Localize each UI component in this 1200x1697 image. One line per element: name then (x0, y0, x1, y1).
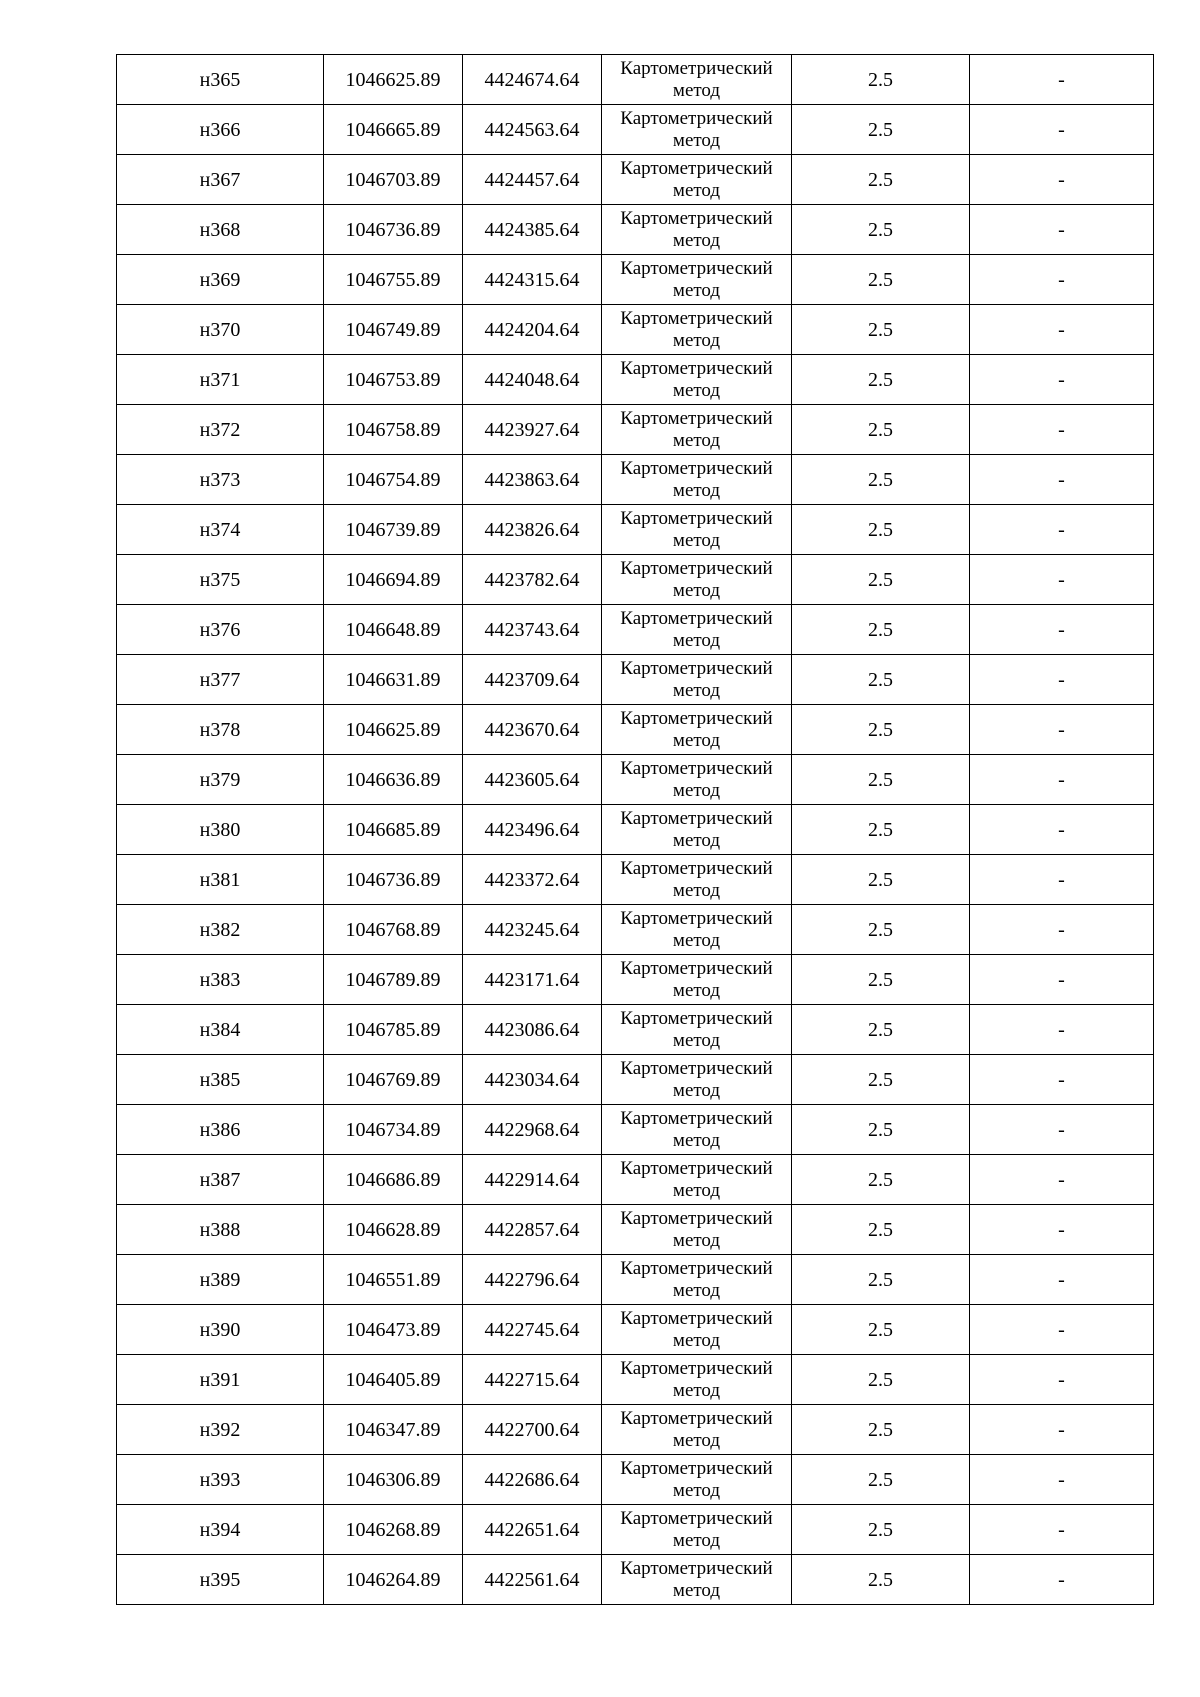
accuracy-cell: 2.5 (792, 355, 970, 405)
point-name-cell: н372 (117, 405, 324, 455)
table-row (117, 1055, 1154, 1105)
accuracy-cell: 2.5 (792, 155, 970, 205)
method-cell: Картометрический метод (602, 305, 792, 355)
accuracy-cell: 2.5 (792, 905, 970, 955)
note-cell: - (970, 1005, 1154, 1055)
coordinates-table-body (117, 55, 1154, 1605)
y-coordinate-cell: 4423605.64 (463, 755, 602, 805)
accuracy-cell: 2.5 (792, 1155, 970, 1205)
y-coordinate-cell: 4422686.64 (463, 1455, 602, 1505)
x-coordinate-cell: 1046264.89 (324, 1555, 463, 1605)
x-coordinate-cell: 1046789.89 (324, 955, 463, 1005)
point-name-cell: н376 (117, 605, 324, 655)
method-cell: Картометрический метод (602, 1455, 792, 1505)
x-coordinate-cell: 1046473.89 (324, 1305, 463, 1355)
point-name-cell: н385 (117, 1055, 324, 1105)
y-coordinate-cell: 4423863.64 (463, 455, 602, 505)
table-row (117, 1355, 1154, 1405)
table-row (117, 255, 1154, 305)
table-row (117, 555, 1154, 605)
method-cell: Картометрический метод (602, 1355, 792, 1405)
point-name-cell: н392 (117, 1405, 324, 1455)
x-coordinate-cell: 1046736.89 (324, 205, 463, 255)
method-cell: Картометрический метод (602, 55, 792, 105)
x-coordinate-cell: 1046268.89 (324, 1505, 463, 1555)
x-coordinate-cell: 1046758.89 (324, 405, 463, 455)
method-cell: Картометрический метод (602, 1055, 792, 1105)
y-coordinate-cell: 4423171.64 (463, 955, 602, 1005)
y-coordinate-cell: 4423826.64 (463, 505, 602, 555)
method-cell: Картометрический метод (602, 1155, 792, 1205)
table-row (117, 855, 1154, 905)
table-row (117, 905, 1154, 955)
point-name-cell: н381 (117, 855, 324, 905)
y-coordinate-cell: 4422914.64 (463, 1155, 602, 1205)
table-row (117, 1455, 1154, 1505)
x-coordinate-cell: 1046739.89 (324, 505, 463, 555)
y-coordinate-cell: 4422715.64 (463, 1355, 602, 1405)
point-name-cell: н373 (117, 455, 324, 505)
table-row (117, 1305, 1154, 1355)
method-cell: Картометрический метод (602, 455, 792, 505)
x-coordinate-cell: 1046405.89 (324, 1355, 463, 1405)
table-row (117, 1105, 1154, 1155)
table-row (117, 205, 1154, 255)
method-cell: Картометрический метод (602, 355, 792, 405)
accuracy-cell: 2.5 (792, 705, 970, 755)
note-cell: - (970, 555, 1154, 605)
x-coordinate-cell: 1046347.89 (324, 1405, 463, 1455)
x-coordinate-cell: 1046648.89 (324, 605, 463, 655)
note-cell: - (970, 505, 1154, 555)
table-row (117, 605, 1154, 655)
point-name-cell: н377 (117, 655, 324, 705)
point-name-cell: н390 (117, 1305, 324, 1355)
point-name-cell: н382 (117, 905, 324, 955)
accuracy-cell: 2.5 (792, 555, 970, 605)
table-row (117, 1005, 1154, 1055)
note-cell: - (970, 1505, 1154, 1555)
note-cell: - (970, 55, 1154, 105)
method-cell: Картометрический метод (602, 655, 792, 705)
x-coordinate-cell: 1046769.89 (324, 1055, 463, 1105)
table-row (117, 955, 1154, 1005)
note-cell: - (970, 105, 1154, 155)
method-cell: Картометрический метод (602, 755, 792, 805)
y-coordinate-cell: 4422700.64 (463, 1405, 602, 1455)
y-coordinate-cell: 4424457.64 (463, 155, 602, 205)
x-coordinate-cell: 1046753.89 (324, 355, 463, 405)
y-coordinate-cell: 4424204.64 (463, 305, 602, 355)
note-cell: - (970, 255, 1154, 305)
method-cell: Картометрический метод (602, 605, 792, 655)
y-coordinate-cell: 4423086.64 (463, 1005, 602, 1055)
method-cell: Картометрический метод (602, 205, 792, 255)
accuracy-cell: 2.5 (792, 255, 970, 305)
note-cell: - (970, 305, 1154, 355)
accuracy-cell: 2.5 (792, 455, 970, 505)
point-name-cell: н391 (117, 1355, 324, 1405)
y-coordinate-cell: 4423670.64 (463, 705, 602, 755)
accuracy-cell: 2.5 (792, 955, 970, 1005)
point-name-cell: н371 (117, 355, 324, 405)
y-coordinate-cell: 4422745.64 (463, 1305, 602, 1355)
note-cell: - (970, 755, 1154, 805)
accuracy-cell: 2.5 (792, 1405, 970, 1455)
note-cell: - (970, 1155, 1154, 1205)
note-cell: - (970, 1255, 1154, 1305)
method-cell: Картометрический метод (602, 905, 792, 955)
y-coordinate-cell: 4424048.64 (463, 355, 602, 405)
x-coordinate-cell: 1046551.89 (324, 1255, 463, 1305)
point-name-cell: н374 (117, 505, 324, 555)
note-cell: - (970, 405, 1154, 455)
note-cell: - (970, 905, 1154, 955)
point-name-cell: н380 (117, 805, 324, 855)
method-cell: Картометрический метод (602, 1305, 792, 1355)
accuracy-cell: 2.5 (792, 855, 970, 905)
note-cell: - (970, 1405, 1154, 1455)
note-cell: - (970, 155, 1154, 205)
table-row (117, 805, 1154, 855)
accuracy-cell: 2.5 (792, 1055, 970, 1105)
x-coordinate-cell: 1046665.89 (324, 105, 463, 155)
accuracy-cell: 2.5 (792, 605, 970, 655)
accuracy-cell: 2.5 (792, 1005, 970, 1055)
method-cell: Картометрический метод (602, 1505, 792, 1555)
method-cell: Картометрический метод (602, 405, 792, 455)
note-cell: - (970, 1455, 1154, 1505)
accuracy-cell: 2.5 (792, 755, 970, 805)
note-cell: - (970, 1305, 1154, 1355)
method-cell: Картометрический метод (602, 1555, 792, 1605)
coordinates-table (116, 54, 1154, 1605)
accuracy-cell: 2.5 (792, 1205, 970, 1255)
note-cell: - (970, 1205, 1154, 1255)
y-coordinate-cell: 4423372.64 (463, 855, 602, 905)
point-name-cell: н375 (117, 555, 324, 605)
method-cell: Картометрический метод (602, 1105, 792, 1155)
point-name-cell: н394 (117, 1505, 324, 1555)
table-row (117, 105, 1154, 155)
x-coordinate-cell: 1046636.89 (324, 755, 463, 805)
accuracy-cell: 2.5 (792, 405, 970, 455)
method-cell: Картометрический метод (602, 105, 792, 155)
x-coordinate-cell: 1046628.89 (324, 1205, 463, 1255)
x-coordinate-cell: 1046625.89 (324, 55, 463, 105)
method-cell: Картометрический метод (602, 255, 792, 305)
point-name-cell: н393 (117, 1455, 324, 1505)
method-cell: Картометрический метод (602, 1005, 792, 1055)
point-name-cell: н379 (117, 755, 324, 805)
note-cell: - (970, 355, 1154, 405)
y-coordinate-cell: 4423709.64 (463, 655, 602, 705)
point-name-cell: н395 (117, 1555, 324, 1605)
accuracy-cell: 2.5 (792, 1105, 970, 1155)
accuracy-cell: 2.5 (792, 1355, 970, 1405)
x-coordinate-cell: 1046694.89 (324, 555, 463, 605)
table-row (117, 755, 1154, 805)
point-name-cell: н387 (117, 1155, 324, 1205)
table-row (117, 405, 1154, 455)
point-name-cell: н370 (117, 305, 324, 355)
method-cell: Картометрический метод (602, 1205, 792, 1255)
method-cell: Картометрический метод (602, 1255, 792, 1305)
note-cell: - (970, 1355, 1154, 1405)
x-coordinate-cell: 1046768.89 (324, 905, 463, 955)
y-coordinate-cell: 4423782.64 (463, 555, 602, 605)
table-row (117, 655, 1154, 705)
y-coordinate-cell: 4423927.64 (463, 405, 602, 455)
method-cell: Картометрический метод (602, 705, 792, 755)
y-coordinate-cell: 4422857.64 (463, 1205, 602, 1255)
table-row (117, 155, 1154, 205)
y-coordinate-cell: 4423743.64 (463, 605, 602, 655)
accuracy-cell: 2.5 (792, 55, 970, 105)
note-cell: - (970, 1555, 1154, 1605)
x-coordinate-cell: 1046306.89 (324, 1455, 463, 1505)
note-cell: - (970, 705, 1154, 755)
accuracy-cell: 2.5 (792, 1555, 970, 1605)
method-cell: Картометрический метод (602, 955, 792, 1005)
accuracy-cell: 2.5 (792, 805, 970, 855)
table-row (117, 1205, 1154, 1255)
note-cell: - (970, 605, 1154, 655)
accuracy-cell: 2.5 (792, 1305, 970, 1355)
table-row (117, 455, 1154, 505)
note-cell: - (970, 455, 1154, 505)
x-coordinate-cell: 1046785.89 (324, 1005, 463, 1055)
table-row (117, 305, 1154, 355)
point-name-cell: н384 (117, 1005, 324, 1055)
x-coordinate-cell: 1046754.89 (324, 455, 463, 505)
accuracy-cell: 2.5 (792, 1255, 970, 1305)
y-coordinate-cell: 4423245.64 (463, 905, 602, 955)
accuracy-cell: 2.5 (792, 505, 970, 555)
table-row (117, 705, 1154, 755)
x-coordinate-cell: 1046703.89 (324, 155, 463, 205)
point-name-cell: н365 (117, 55, 324, 105)
x-coordinate-cell: 1046734.89 (324, 1105, 463, 1155)
y-coordinate-cell: 4424315.64 (463, 255, 602, 305)
table-row (117, 1255, 1154, 1305)
method-cell: Картометрический метод (602, 1405, 792, 1455)
method-cell: Картометрический метод (602, 855, 792, 905)
method-cell: Картометрический метод (602, 155, 792, 205)
point-name-cell: н383 (117, 955, 324, 1005)
table-row (117, 1405, 1154, 1455)
point-name-cell: н366 (117, 105, 324, 155)
y-coordinate-cell: 4423034.64 (463, 1055, 602, 1105)
note-cell: - (970, 655, 1154, 705)
table-row (117, 1155, 1154, 1205)
point-name-cell: н378 (117, 705, 324, 755)
y-coordinate-cell: 4422651.64 (463, 1505, 602, 1555)
x-coordinate-cell: 1046625.89 (324, 705, 463, 755)
x-coordinate-cell: 1046686.89 (324, 1155, 463, 1205)
point-name-cell: н368 (117, 205, 324, 255)
method-cell: Картометрический метод (602, 505, 792, 555)
note-cell: - (970, 955, 1154, 1005)
point-name-cell: н386 (117, 1105, 324, 1155)
y-coordinate-cell: 4424674.64 (463, 55, 602, 105)
note-cell: - (970, 1105, 1154, 1155)
accuracy-cell: 2.5 (792, 305, 970, 355)
x-coordinate-cell: 1046749.89 (324, 305, 463, 355)
table-row (117, 1555, 1154, 1605)
table-row (117, 55, 1154, 105)
accuracy-cell: 2.5 (792, 655, 970, 705)
y-coordinate-cell: 4424563.64 (463, 105, 602, 155)
note-cell: - (970, 805, 1154, 855)
x-coordinate-cell: 1046736.89 (324, 855, 463, 905)
y-coordinate-cell: 4422561.64 (463, 1555, 602, 1605)
table-row (117, 355, 1154, 405)
y-coordinate-cell: 4422968.64 (463, 1105, 602, 1155)
note-cell: - (970, 1055, 1154, 1105)
accuracy-cell: 2.5 (792, 205, 970, 255)
accuracy-cell: 2.5 (792, 105, 970, 155)
point-name-cell: н367 (117, 155, 324, 205)
table-row (117, 505, 1154, 555)
x-coordinate-cell: 1046685.89 (324, 805, 463, 855)
y-coordinate-cell: 4423496.64 (463, 805, 602, 855)
accuracy-cell: 2.5 (792, 1505, 970, 1555)
method-cell: Картометрический метод (602, 805, 792, 855)
point-name-cell: н369 (117, 255, 324, 305)
note-cell: - (970, 205, 1154, 255)
y-coordinate-cell: 4422796.64 (463, 1255, 602, 1305)
note-cell: - (970, 855, 1154, 905)
accuracy-cell: 2.5 (792, 1455, 970, 1505)
table-row (117, 1505, 1154, 1555)
method-cell: Картометрический метод (602, 555, 792, 605)
y-coordinate-cell: 4424385.64 (463, 205, 602, 255)
x-coordinate-cell: 1046631.89 (324, 655, 463, 705)
x-coordinate-cell: 1046755.89 (324, 255, 463, 305)
point-name-cell: н388 (117, 1205, 324, 1255)
point-name-cell: н389 (117, 1255, 324, 1305)
